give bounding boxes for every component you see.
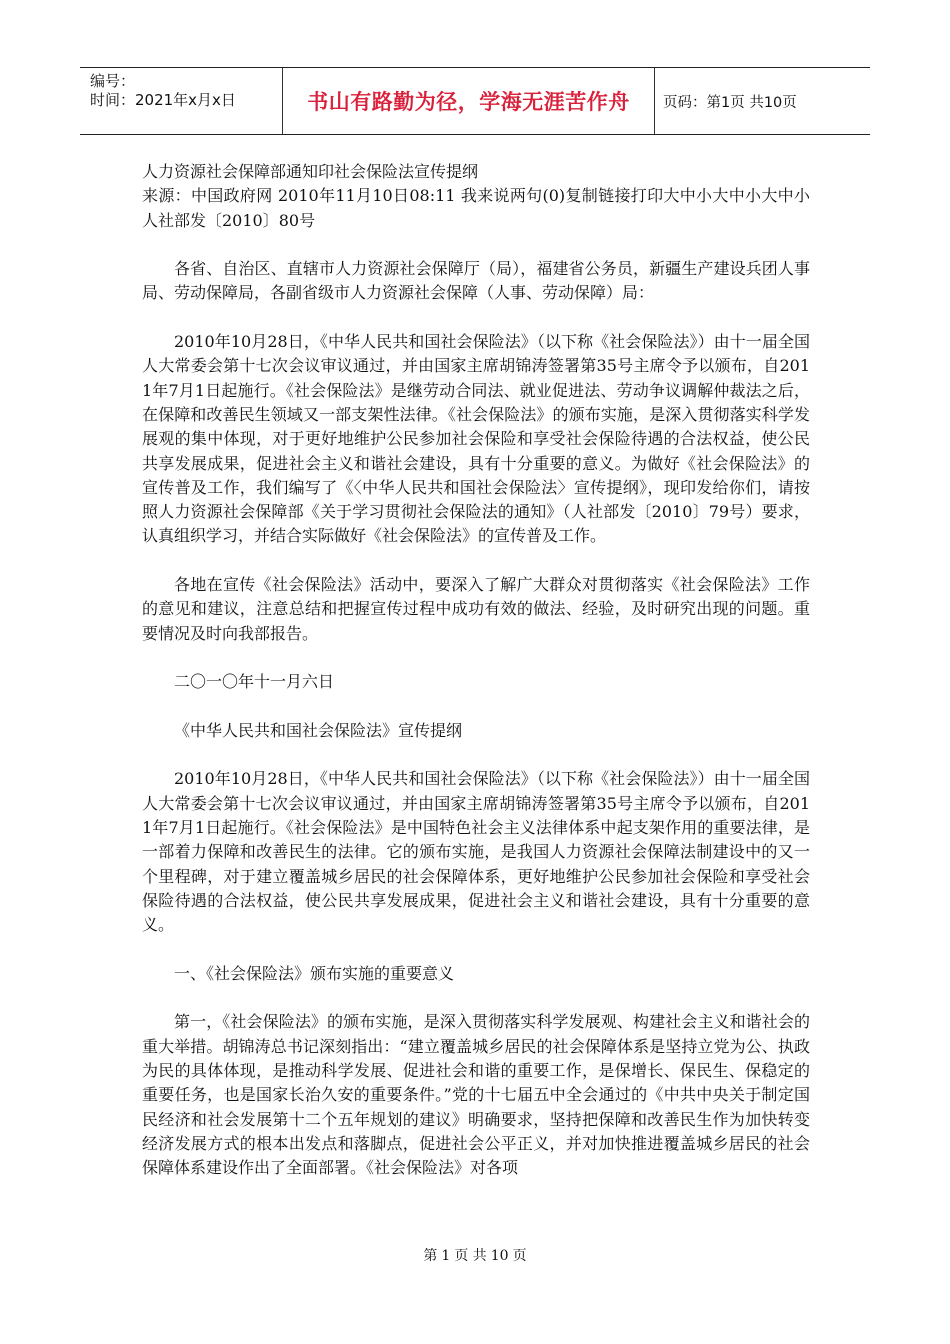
page-header [80,67,870,135]
header-meta [80,68,283,134]
paragraph-requirements: 各地在宣传《社会保险法》活动中，要深入了解广大群众对贯彻落实《社会保险法》工作的意见和建议，注意总结和把握宣传过程中成功有效的做法、经验，及时研究出现的问题。重要情况及时向我部报告。 [142,575,810,643]
document-time-label: 时间：2021年x月x日 [90,91,236,109]
page-footer [0,1245,950,1265]
document-source: 来源：中国政府网 2010年11月10日08:11 我来说两句(0)复制链接打印大中小大中小大中小 人社部发〔2010〕80号 [142,186,843,230]
footer-mid: 页 共 [454,1248,487,1264]
footer-page-total: 10 [490,1248,509,1264]
document-body [142,160,843,1180]
document-number-label: 编号： [90,72,136,90]
paragraph-notice: 2010年10月28日，《中华人民共和国社会保险法》（以下称《社会保险法》）由十一届全国人大常委会第十七次会议审议通过，并由国家主席胡锦涛签署第35号主席令予以颁布，自2011年7月1日起施行。《社会保险法》是继劳动合同法、就业促进法、劳动争议调解仲裁法之后，在保障和改善民生领域又一部支架性法律。《社会保险法》的颁布实施，是深入贯彻落实科学发展观的集中体现，对于更好地维护公民参加社会保险和享受社会保险待遇的合法权益，使公民共享发展成果，促进社会主义和谐社会建设，具有十分重要的意义。为做好《社会保险法》的宣传普及工作，我们编写了《〈中华人民共和国社会保险法〉宣传提纲》，现印发给你们，请按照人力资源社会保障部《关于学习贯彻社会保险法的通知》（人社部发〔2010〕79号）要求，认真组织学习，并结合实际做好《社会保险法》的宣传普及工作。 [142,332,810,546]
paragraph-outline-intro: 2010年10月28日，《中华人民共和国社会保险法》（以下称《社会保险法》）由十一届全国人大常委会第十七次会议审议通过，并由国家主席胡锦涛签署第35号主席令予以颁布，自2011年7月1日起施行。《社会保险法》是中国特色社会主义法律体系中起支架作用的重要法律，是一部着力保障和改善民生的法律。它的颁布实施，是我国人力资源社会保障法制建设中的又一个里程碑，对于建立覆盖城乡居民的社会保障体系，更好地维护公民参加社会保险和享受社会保险待遇的合法权益，使公民共享发展成果，促进社会主义和谐社会建设，具有十分重要的意义。 [142,769,810,935]
footer-suffix: 页 [512,1248,527,1264]
notice-date: 二〇一〇年十一月六日 [174,672,335,692]
paragraph-significance-1: 第一，《社会保险法》的颁布实施，是深入贯彻落实科学发展观、构建社会主义和谐社会的重大举措。胡锦涛总书记深刻指出：“建立覆盖城乡居民的社会保障体系是坚持立党为公、执政为民的具体体现，是推动科学发展、促进社会和谐的重要工作，是保增长、保民生、保稳定的重要任务，也是国家长治久安的重要条件。”党的十七届五中全会通过的《中共中央关于制定国民经济和社会发展第十二个五年规划的建议》明确要求，坚持把保障和改善民生作为加快转变经济发展方式的根本出发点和落脚点，促进社会公平正义，并对加快推进覆盖城乡居民的社会保障体系建设作出了全面部署。《社会保险法》对各项 [142,1012,810,1178]
footer-page-number: 1 [441,1248,451,1264]
outline-title: 《中华人民共和国社会保险法》宣传提纲 [174,720,463,740]
section-heading-1: 一、《社会保险法》颁布实施的重要意义 [174,963,455,983]
paragraph-addressees: 各省、自治区、直辖市人力资源社会保障厅（局），福建省公务员，新疆生产建设兵团人事局、劳动保障局，各副省级市人力资源社会保障（人事、劳动保障）局： [142,259,810,303]
footer-prefix: 第 [423,1248,438,1264]
header-motto: 书山有路勤为径，学海无涯苦作舟 [283,68,655,134]
header-page-info: 页码：第1页 共10页 [663,94,797,111]
document-title: 人力资源社会保障部通知印社会保险法宣传提纲 [142,162,479,181]
